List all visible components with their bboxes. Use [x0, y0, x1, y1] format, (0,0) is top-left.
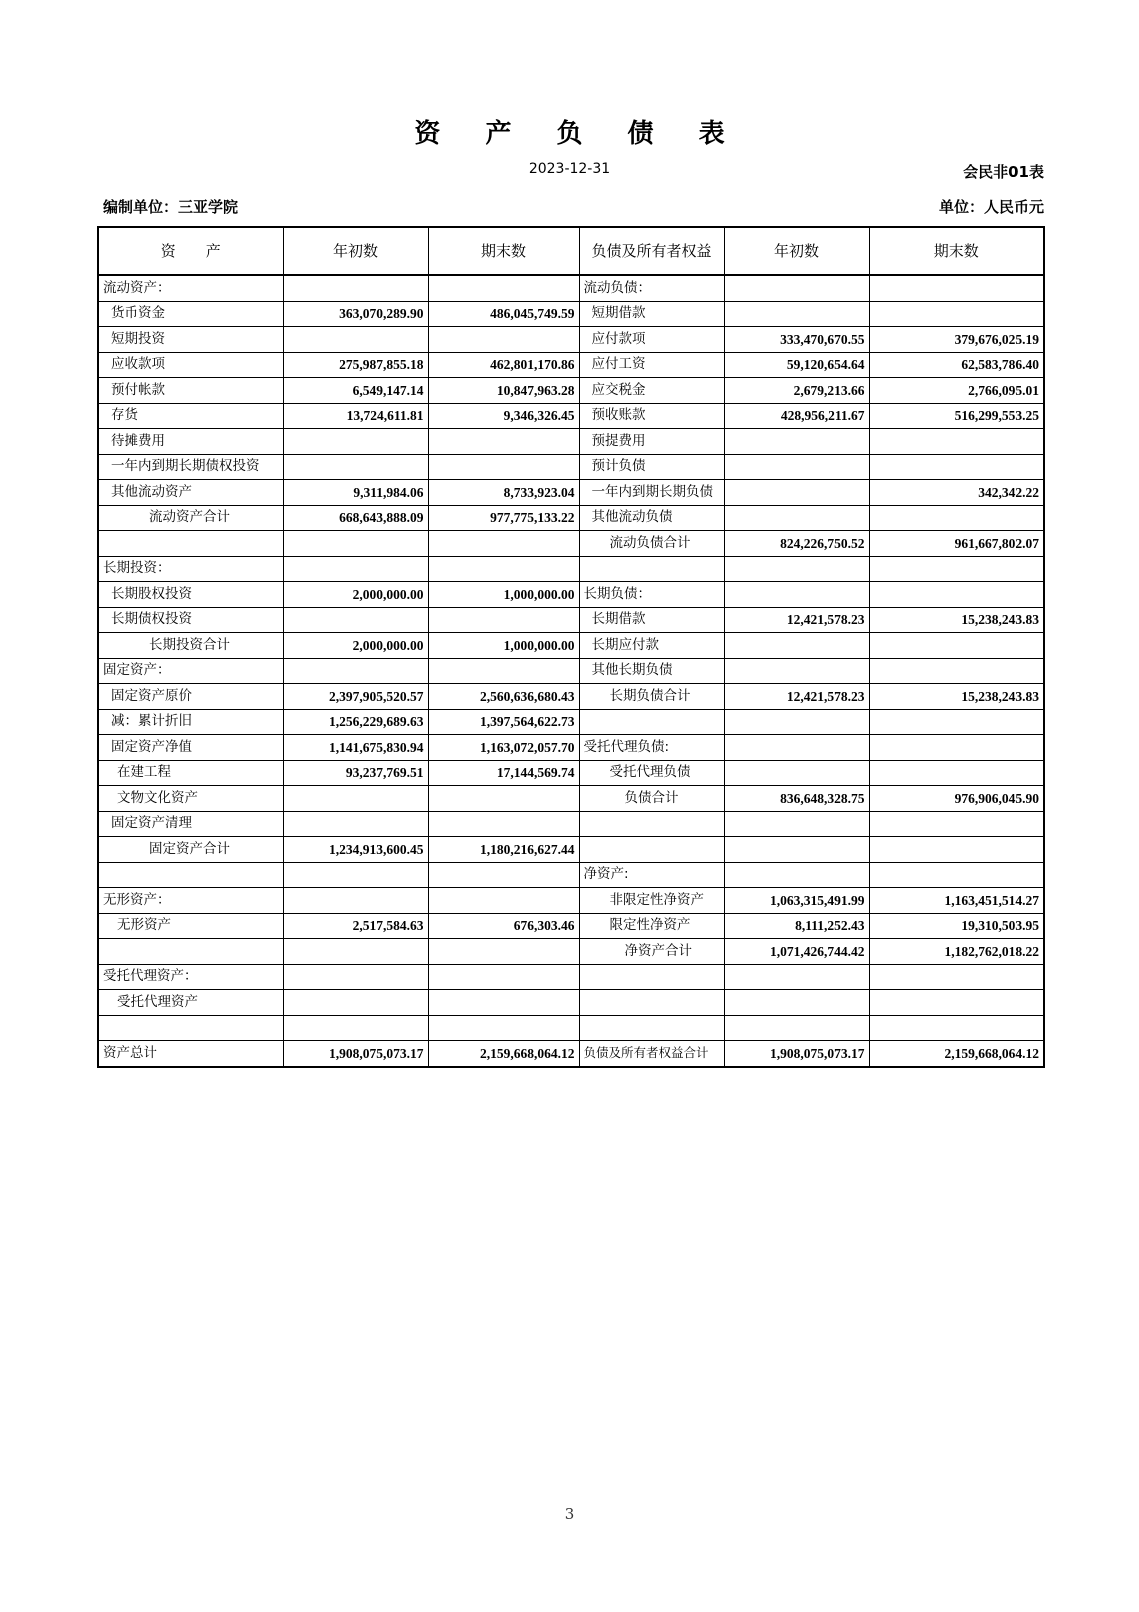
liability-end-cell: [869, 429, 1044, 455]
liability-item-cell: [579, 1015, 724, 1041]
liability-begin-cell: [724, 429, 869, 455]
asset-begin-cell: [283, 607, 428, 633]
liability-item-cell: [579, 837, 724, 863]
table-row: [98, 964, 1044, 990]
table-row: [98, 735, 1044, 761]
liability-begin-cell: 428,956,211.67: [724, 403, 869, 429]
asset-item-cell: 无形资产: [98, 913, 283, 939]
asset-item-cell: 固定资产清理: [98, 811, 283, 837]
liability-begin-cell: [724, 990, 869, 1016]
liability-item-cell: [579, 990, 724, 1016]
asset-begin-cell: [283, 429, 428, 455]
asset-begin-cell: 93,237,769.51: [283, 760, 428, 786]
liability-item-cell: 长期负债合计: [579, 684, 724, 710]
liability-begin-cell: 2,679,213.66: [724, 378, 869, 404]
asset-item-cell: [98, 939, 283, 965]
asset-end-cell: [428, 862, 579, 888]
asset-end-cell: 2,560,636,680.43: [428, 684, 579, 710]
table-row: [98, 633, 1044, 659]
asset-end-cell: [428, 531, 579, 557]
liability-item-cell: 长期负债：: [579, 582, 724, 608]
liability-end-cell: 516,299,553.25: [869, 403, 1044, 429]
asset-begin-cell: [283, 964, 428, 990]
liability-begin-cell: [724, 301, 869, 327]
table-row: [98, 378, 1044, 404]
asset-begin-cell: [283, 786, 428, 812]
liability-end-cell: [869, 990, 1044, 1016]
asset-begin-cell: [283, 275, 428, 301]
liability-item-cell: 一年内到期长期负债: [579, 480, 724, 506]
asset-begin-cell: [283, 454, 428, 480]
table-row: [98, 939, 1044, 965]
liability-end-cell: [869, 275, 1044, 301]
liability-begin-cell: 12,421,578.23: [724, 684, 869, 710]
asset-begin-cell: 2,000,000.00: [283, 633, 428, 659]
asset-item-cell: 受托代理资产：: [98, 964, 283, 990]
liability-end-cell: 15,238,243.83: [869, 607, 1044, 633]
liability-item-cell: 预收账款: [579, 403, 724, 429]
col-header-liabilities-end: 期末数: [869, 227, 1044, 275]
liability-end-cell: [869, 633, 1044, 659]
asset-item-cell: 长期股权投资: [98, 582, 283, 608]
asset-end-cell: 676,303.46: [428, 913, 579, 939]
liability-item-cell: 其他长期负债: [579, 658, 724, 684]
asset-end-cell: 486,045,749.59: [428, 301, 579, 327]
liability-begin-cell: 59,120,654.64: [724, 352, 869, 378]
asset-begin-cell: 1,256,229,689.63: [283, 709, 428, 735]
asset-begin-cell: 2,517,584.63: [283, 913, 428, 939]
asset-item-cell: 固定资产净值: [98, 735, 283, 761]
asset-end-cell: 1,000,000.00: [428, 582, 579, 608]
asset-end-cell: [428, 939, 579, 965]
liability-begin-cell: 836,648,328.75: [724, 786, 869, 812]
liability-begin-cell: [724, 582, 869, 608]
asset-item-cell: 短期投资: [98, 327, 283, 353]
liability-end-cell: [869, 1015, 1044, 1041]
asset-end-cell: 2,159,668,064.12: [428, 1041, 579, 1067]
table-row: [98, 913, 1044, 939]
liability-begin-cell: [724, 735, 869, 761]
liability-end-cell: [869, 454, 1044, 480]
col-header-liabilities: 负债及所有者权益: [579, 227, 724, 275]
asset-item-cell: [98, 1015, 283, 1041]
balance-sheet-table: [97, 226, 1045, 1068]
liability-item-cell: 负债合计: [579, 786, 724, 812]
liability-end-cell: [869, 964, 1044, 990]
col-header-assets: 资 产: [98, 227, 283, 275]
liability-begin-cell: [724, 837, 869, 863]
liability-end-cell: [869, 862, 1044, 888]
asset-begin-cell: 1,141,675,830.94: [283, 735, 428, 761]
asset-end-cell: [428, 658, 579, 684]
asset-item-cell: 文物文化资产: [98, 786, 283, 812]
table-row: [98, 480, 1044, 506]
liability-begin-cell: 1,071,426,744.42: [724, 939, 869, 965]
asset-end-cell: [428, 607, 579, 633]
liability-item-cell: 短期借款: [579, 301, 724, 327]
liability-item-cell: 应付款项: [579, 327, 724, 353]
table-body: [98, 275, 1044, 1067]
table-row: [98, 531, 1044, 557]
table-row: [98, 658, 1044, 684]
liability-end-cell: 1,163,451,514.27: [869, 888, 1044, 914]
asset-begin-cell: [283, 531, 428, 557]
liability-end-cell: 379,676,025.19: [869, 327, 1044, 353]
liability-item-cell: 净资产合计: [579, 939, 724, 965]
liability-item-cell: 应付工资: [579, 352, 724, 378]
asset-begin-cell: [283, 939, 428, 965]
liability-end-cell: 2,159,668,064.12: [869, 1041, 1044, 1067]
liability-item-cell: [579, 556, 724, 582]
form-code: 会民非01表: [963, 163, 1044, 181]
liability-item-cell: 负债及所有者权益合计: [579, 1041, 724, 1067]
table-header-row: [98, 227, 1044, 275]
asset-begin-cell: [283, 811, 428, 837]
asset-begin-cell: [283, 1015, 428, 1041]
asset-item-cell: 固定资产原价: [98, 684, 283, 710]
asset-end-cell: 8,733,923.04: [428, 480, 579, 506]
table-row: [98, 454, 1044, 480]
asset-end-cell: [428, 786, 579, 812]
liability-begin-cell: 1,908,075,073.17: [724, 1041, 869, 1067]
asset-end-cell: [428, 429, 579, 455]
asset-item-cell: 其他流动资产: [98, 480, 283, 506]
asset-item-cell: 固定资产：: [98, 658, 283, 684]
table-row: [98, 811, 1044, 837]
asset-end-cell: 977,775,133.22: [428, 505, 579, 531]
liability-item-cell: 非限定性净资产: [579, 888, 724, 914]
asset-end-cell: [428, 556, 579, 582]
report-date: 2023-12-31: [528, 161, 611, 177]
asset-item-cell: 存货: [98, 403, 283, 429]
asset-item-cell: 长期债权投资: [98, 607, 283, 633]
asset-end-cell: [428, 811, 579, 837]
liability-end-cell: [869, 582, 1044, 608]
asset-begin-cell: 1,908,075,073.17: [283, 1041, 428, 1067]
asset-end-cell: 9,346,326.45: [428, 403, 579, 429]
asset-begin-cell: 9,311,984.06: [283, 480, 428, 506]
table-row: [98, 760, 1044, 786]
liability-begin-cell: [724, 480, 869, 506]
liability-begin-cell: [724, 862, 869, 888]
liability-item-cell: 长期借款: [579, 607, 724, 633]
asset-item-cell: 无形资产：: [98, 888, 283, 914]
asset-item-cell: 资产总计: [98, 1041, 283, 1067]
liability-item-cell: 流动负债：: [579, 275, 724, 301]
table-row: [98, 1015, 1044, 1041]
table-row: [98, 301, 1044, 327]
liability-begin-cell: [724, 505, 869, 531]
page-title: 资 产 负 债 表: [414, 119, 743, 149]
liability-begin-cell: 1,063,315,491.99: [724, 888, 869, 914]
table-row: [98, 505, 1044, 531]
table-row: [98, 709, 1044, 735]
asset-end-cell: 462,801,170.86: [428, 352, 579, 378]
table-row: [98, 888, 1044, 914]
liability-end-cell: 19,310,503.95: [869, 913, 1044, 939]
asset-end-cell: [428, 454, 579, 480]
liability-begin-cell: [724, 760, 869, 786]
liability-item-cell: 受托代理负债:: [579, 735, 724, 761]
col-header-liabilities-begin: 年初数: [724, 227, 869, 275]
asset-item-cell: 长期投资：: [98, 556, 283, 582]
liability-begin-cell: [724, 709, 869, 735]
asset-end-cell: 1,163,072,057.70: [428, 735, 579, 761]
asset-begin-cell: 668,643,888.09: [283, 505, 428, 531]
liability-item-cell: 流动负债合计: [579, 531, 724, 557]
liability-end-cell: [869, 556, 1044, 582]
liability-end-cell: [869, 301, 1044, 327]
table-row: [98, 684, 1044, 710]
liability-end-cell: 2,766,095.01: [869, 378, 1044, 404]
liability-begin-cell: 333,470,670.55: [724, 327, 869, 353]
reporting-entity: 编制单位：三亚学院: [103, 198, 239, 216]
asset-item-cell: 长期投资合计: [98, 633, 283, 659]
liability-end-cell: 342,342.22: [869, 480, 1044, 506]
liability-begin-cell: [724, 811, 869, 837]
asset-item-cell: 流动资产合计: [98, 505, 283, 531]
asset-begin-cell: [283, 658, 428, 684]
liability-end-cell: 15,238,243.83: [869, 684, 1044, 710]
asset-end-cell: [428, 888, 579, 914]
col-header-assets-begin: 年初数: [283, 227, 428, 275]
asset-begin-cell: 13,724,611.81: [283, 403, 428, 429]
asset-begin-cell: [283, 862, 428, 888]
asset-item-cell: 受托代理资产: [98, 990, 283, 1016]
table-row: [98, 1041, 1044, 1067]
table-row: [98, 582, 1044, 608]
currency-unit: 单位：人民币元: [938, 198, 1044, 216]
liability-item-cell: 受托代理负债: [579, 760, 724, 786]
asset-end-cell: [428, 275, 579, 301]
asset-item-cell: 在建工程: [98, 760, 283, 786]
liability-begin-cell: [724, 1015, 869, 1041]
liability-end-cell: [869, 760, 1044, 786]
table-row: [98, 862, 1044, 888]
liability-item-cell: 应交税金: [579, 378, 724, 404]
asset-item-cell: 应收款项: [98, 352, 283, 378]
table-row: [98, 990, 1044, 1016]
liability-begin-cell: [724, 633, 869, 659]
asset-end-cell: 17,144,569.74: [428, 760, 579, 786]
asset-begin-cell: 2,000,000.00: [283, 582, 428, 608]
liability-end-cell: 1,182,762,018.22: [869, 939, 1044, 965]
liability-end-cell: [869, 505, 1044, 531]
liability-item-cell: 限定性净资产: [579, 913, 724, 939]
table-row: [98, 403, 1044, 429]
asset-begin-cell: 1,234,913,600.45: [283, 837, 428, 863]
table-row: [98, 556, 1044, 582]
asset-begin-cell: [283, 990, 428, 1016]
asset-end-cell: [428, 964, 579, 990]
liability-end-cell: 961,667,802.07: [869, 531, 1044, 557]
table-row: [98, 837, 1044, 863]
asset-begin-cell: [283, 556, 428, 582]
liability-item-cell: [579, 811, 724, 837]
liability-begin-cell: 824,226,750.52: [724, 531, 869, 557]
liability-begin-cell: [724, 454, 869, 480]
liability-item-cell: [579, 964, 724, 990]
liability-item-cell: 预提费用: [579, 429, 724, 455]
asset-begin-cell: 6,549,147.14: [283, 378, 428, 404]
liability-item-cell: [579, 709, 724, 735]
asset-item-cell: [98, 531, 283, 557]
asset-item-cell: 待摊费用: [98, 429, 283, 455]
table-row: [98, 429, 1044, 455]
liability-begin-cell: 8,111,252.43: [724, 913, 869, 939]
asset-end-cell: 1,397,564,622.73: [428, 709, 579, 735]
liability-end-cell: [869, 735, 1044, 761]
table-row: [98, 607, 1044, 633]
asset-begin-cell: 363,070,289.90: [283, 301, 428, 327]
asset-end-cell: 10,847,963.28: [428, 378, 579, 404]
asset-end-cell: 1,180,216,627.44: [428, 837, 579, 863]
liability-end-cell: 62,583,786.40: [869, 352, 1044, 378]
table-row: [98, 327, 1044, 353]
asset-item-cell: [98, 862, 283, 888]
liability-begin-cell: [724, 964, 869, 990]
liability-end-cell: [869, 837, 1044, 863]
liability-item-cell: 预计负债: [579, 454, 724, 480]
table-row: [98, 352, 1044, 378]
table-row: [98, 275, 1044, 301]
liability-item-cell: 其他流动负债: [579, 505, 724, 531]
liability-item-cell: 净资产:: [579, 862, 724, 888]
asset-begin-cell: [283, 327, 428, 353]
liability-end-cell: [869, 658, 1044, 684]
liability-begin-cell: [724, 658, 869, 684]
table-row: [98, 786, 1044, 812]
asset-item-cell: 减：累计折旧: [98, 709, 283, 735]
liability-end-cell: [869, 709, 1044, 735]
liability-item-cell: 长期应付款: [579, 633, 724, 659]
asset-end-cell: [428, 990, 579, 1016]
asset-end-cell: [428, 327, 579, 353]
asset-begin-cell: [283, 888, 428, 914]
liability-begin-cell: 12,421,578.23: [724, 607, 869, 633]
asset-item-cell: 流动资产：: [98, 275, 283, 301]
asset-end-cell: [428, 1015, 579, 1041]
liability-end-cell: [869, 811, 1044, 837]
asset-item-cell: 货币资金: [98, 301, 283, 327]
page-number: 3: [564, 1505, 575, 1523]
liability-begin-cell: [724, 275, 869, 301]
liability-begin-cell: [724, 556, 869, 582]
asset-item-cell: 固定资产合计: [98, 837, 283, 863]
col-header-assets-end: 期末数: [428, 227, 579, 275]
asset-item-cell: 一年内到期长期债权投资: [98, 454, 283, 480]
asset-begin-cell: 2,397,905,520.57: [283, 684, 428, 710]
liability-end-cell: 976,906,045.90: [869, 786, 1044, 812]
asset-end-cell: 1,000,000.00: [428, 633, 579, 659]
asset-begin-cell: 275,987,855.18: [283, 352, 428, 378]
asset-item-cell: 预付帐款: [98, 378, 283, 404]
